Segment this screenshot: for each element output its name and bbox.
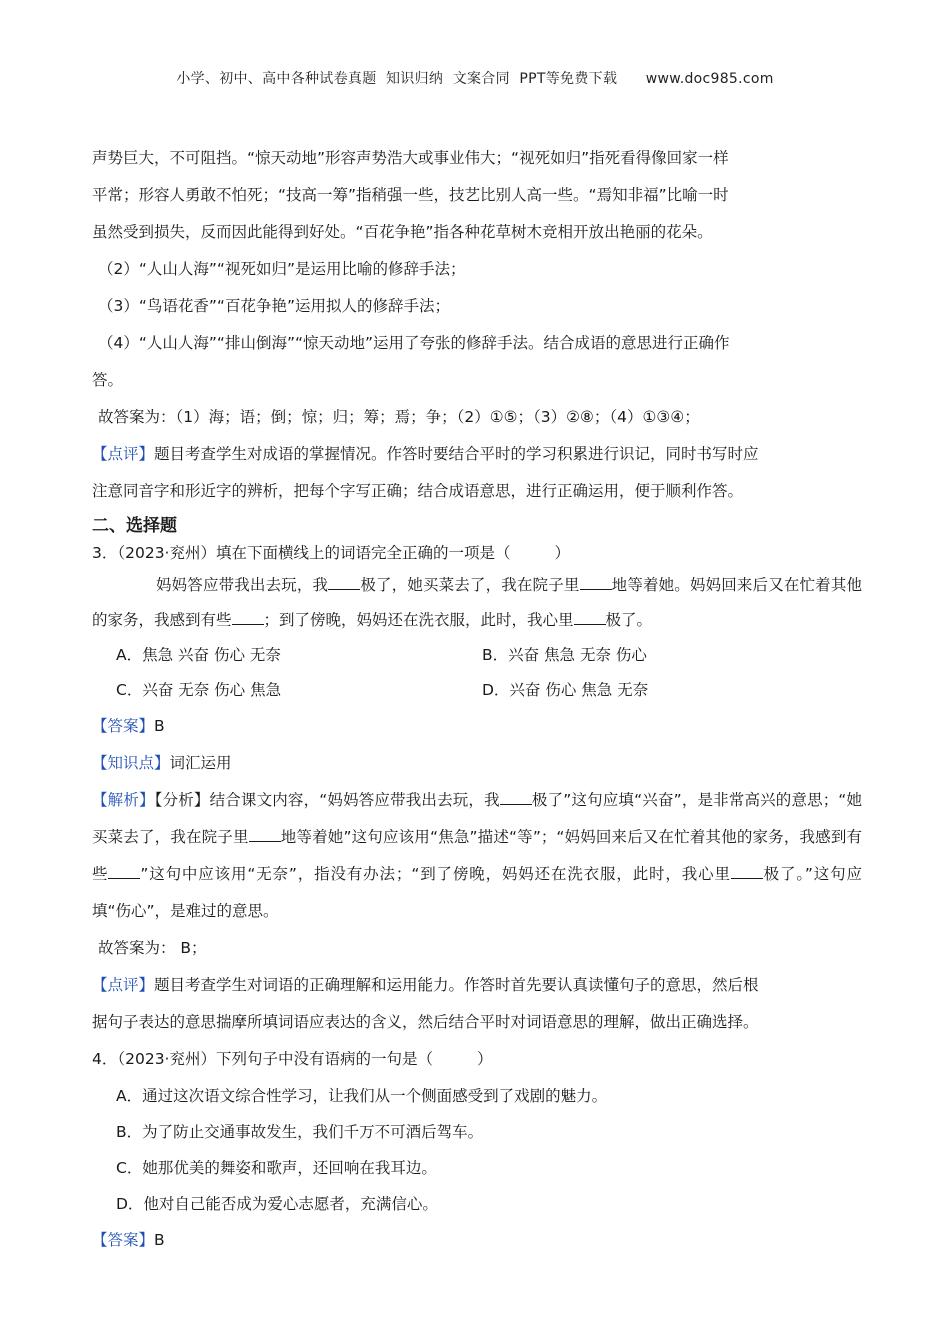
stem-close: ） [477, 1050, 493, 1068]
knowledge-tag: 【知识点】 [92, 754, 170, 772]
review-tag: 【点评】 [92, 976, 155, 994]
page-header: 小学、初中、高中各种试卷真题 知识归纳 文案合同 PPT等免费下载 www.doc985.com [176, 71, 774, 87]
blank-line [108, 864, 140, 879]
paragraph: 平常；形容人勇敢不怕死；“技高一筹”指稍强一些，技艺比别人高一些。“焉知非福”比喻一时 [92, 186, 729, 204]
analysis [92, 782, 862, 930]
passage-seg: 妈妈答应带我出去玩，我 [156, 576, 329, 594]
option-c: C．兴奋 无奈 伤心 焦急 [116, 681, 282, 699]
review-text: 题目考查学生对成语的掌握情况。作答时要结合平时的学习积累进行识记，同时书写时应 [154, 445, 759, 463]
final-answer: 故答案为： B； [98, 939, 207, 957]
analysis-seg: 地等着她”这句应该用“焦急”描述“等”；“妈妈回来后又在忙着其他的家务，我感到有些 [92, 828, 862, 883]
question-3 [92, 538, 862, 1041]
document-body [92, 140, 862, 1259]
blank-line [500, 790, 532, 805]
answer-tag: 【答案】 [92, 1231, 155, 1249]
option-list [92, 1078, 862, 1222]
analysis-seg: ”这句中应该用“无奈”，指没有办法；“到了傍晚，妈妈还在洗衣服，此时，我心里 [140, 865, 731, 883]
paragraph: 答。 [92, 371, 124, 389]
paragraph: 虽然受到损失，反而因此能得到好处。“百花争艳”指各种花草树木竞相开放出艳丽的花朵。 [92, 223, 713, 241]
review-tag: 【点评】 [92, 445, 155, 463]
question-stem [92, 1041, 862, 1078]
passage-seg: 极了，她买菜去了，我在院子里 [360, 576, 580, 594]
option-d: D．他对自己能否成为爱心志愿者，充满信心。 [116, 1195, 438, 1213]
option-a: A．焦急 兴奋 伤心 无奈 [116, 646, 281, 664]
passage-seg: ；到了傍晚，妈妈还在洗衣服，此时，我心里 [263, 611, 574, 629]
stem-text: 3．（2023·兖州）填在下面横线上的词语完全正确的一项是（ [92, 544, 511, 562]
paragraph: （4）“人山人海”“排山倒海”“惊天动地”运用了夸张的修辞手法。结合成语的意思进行正确作 [98, 334, 730, 352]
prev-question-continuation [92, 140, 862, 510]
blank-line [580, 575, 612, 590]
option-b: B．为了防止交通事故发生，我们千万不可酒后驾车。 [116, 1123, 484, 1141]
paragraph: （3）“鸟语花香”“百花争艳”运用拟人的修辞手法； [98, 297, 450, 315]
blank-line [574, 610, 606, 625]
knowledge-point [92, 745, 862, 782]
answer-value: B [154, 1231, 165, 1249]
answer [92, 1222, 862, 1259]
option-d: D．兴奋 伤心 焦急 无奈 [482, 681, 649, 699]
analysis-seg: 极了”这句应填“兴奋”，是非常高兴的意思；“她买菜去了，我在院子里 [92, 791, 862, 846]
option-a: A．通过这次语文综合性学习，让我们从一个侧面感受到了戏剧的魅力。 [116, 1087, 608, 1105]
blank-line [731, 864, 763, 879]
blank-line [249, 827, 281, 842]
paragraph: （2）“人山人海”“视死如归”是运用比喻的修辞手法； [98, 260, 466, 278]
option-c: C．她那优美的舞姿和歌声，还回响在我耳边。 [116, 1159, 437, 1177]
knowledge-value: 词汇运用 [169, 754, 232, 772]
section-title: 二、选择题 [92, 516, 177, 536]
stem-close: ） [554, 544, 571, 562]
answer-value: B [154, 717, 165, 735]
review [92, 967, 862, 1004]
review-cont: 据句子表达的意思揣摩所填词语应表达的含义，然后结合平时对词语意思的理解，做出正确选择。 [92, 1013, 759, 1031]
answer-line: 故答案为：（1）海；语；倒；惊；归；筹；焉；争；（2）①⑤；（3）②⑧；（4）①③④； [98, 408, 700, 426]
blank-line [328, 575, 360, 590]
question-4 [92, 1041, 862, 1259]
option-b: B．兴奋 焦急 无奈 伤心 [482, 646, 647, 664]
analysis-seg: 极了。”这句应填“伤心”，是难过的意思。 [92, 865, 863, 920]
question-stem [92, 538, 862, 568]
passage-seg: 极了。 [605, 611, 653, 629]
option-grid [92, 638, 862, 708]
review-text: 题目考查学生对词语的正确理解和运用能力。作答时首先要认真读懂句子的意思，然后根 [154, 976, 759, 994]
review [92, 436, 862, 473]
analysis-seg: 【分析】结合课文内容，“妈妈答应带我出去玩，我 [154, 791, 500, 809]
passage-seg: 地等着她。妈妈回来后又在忙着其他的家务，我感到有些 [92, 576, 862, 629]
answer [92, 708, 862, 745]
question-passage [92, 568, 862, 638]
paragraph: 声势巨大，不可阻挡。“惊天动地”形容声势浩大或事业伟大；“视死如归”指死看得像回家一样 [92, 149, 729, 167]
answer-tag: 【答案】 [92, 717, 155, 735]
analysis-tag: 【解析】 [92, 791, 155, 809]
stem-text: 4．（2023·兖州）下列句子中没有语病的一句是（ [92, 1050, 433, 1068]
review-cont: 注意同音字和形近字的辨析，把每个字写正确；结合成语意思，进行正确运用，便于顺利作答。 [92, 482, 744, 500]
blank-line [232, 610, 264, 625]
